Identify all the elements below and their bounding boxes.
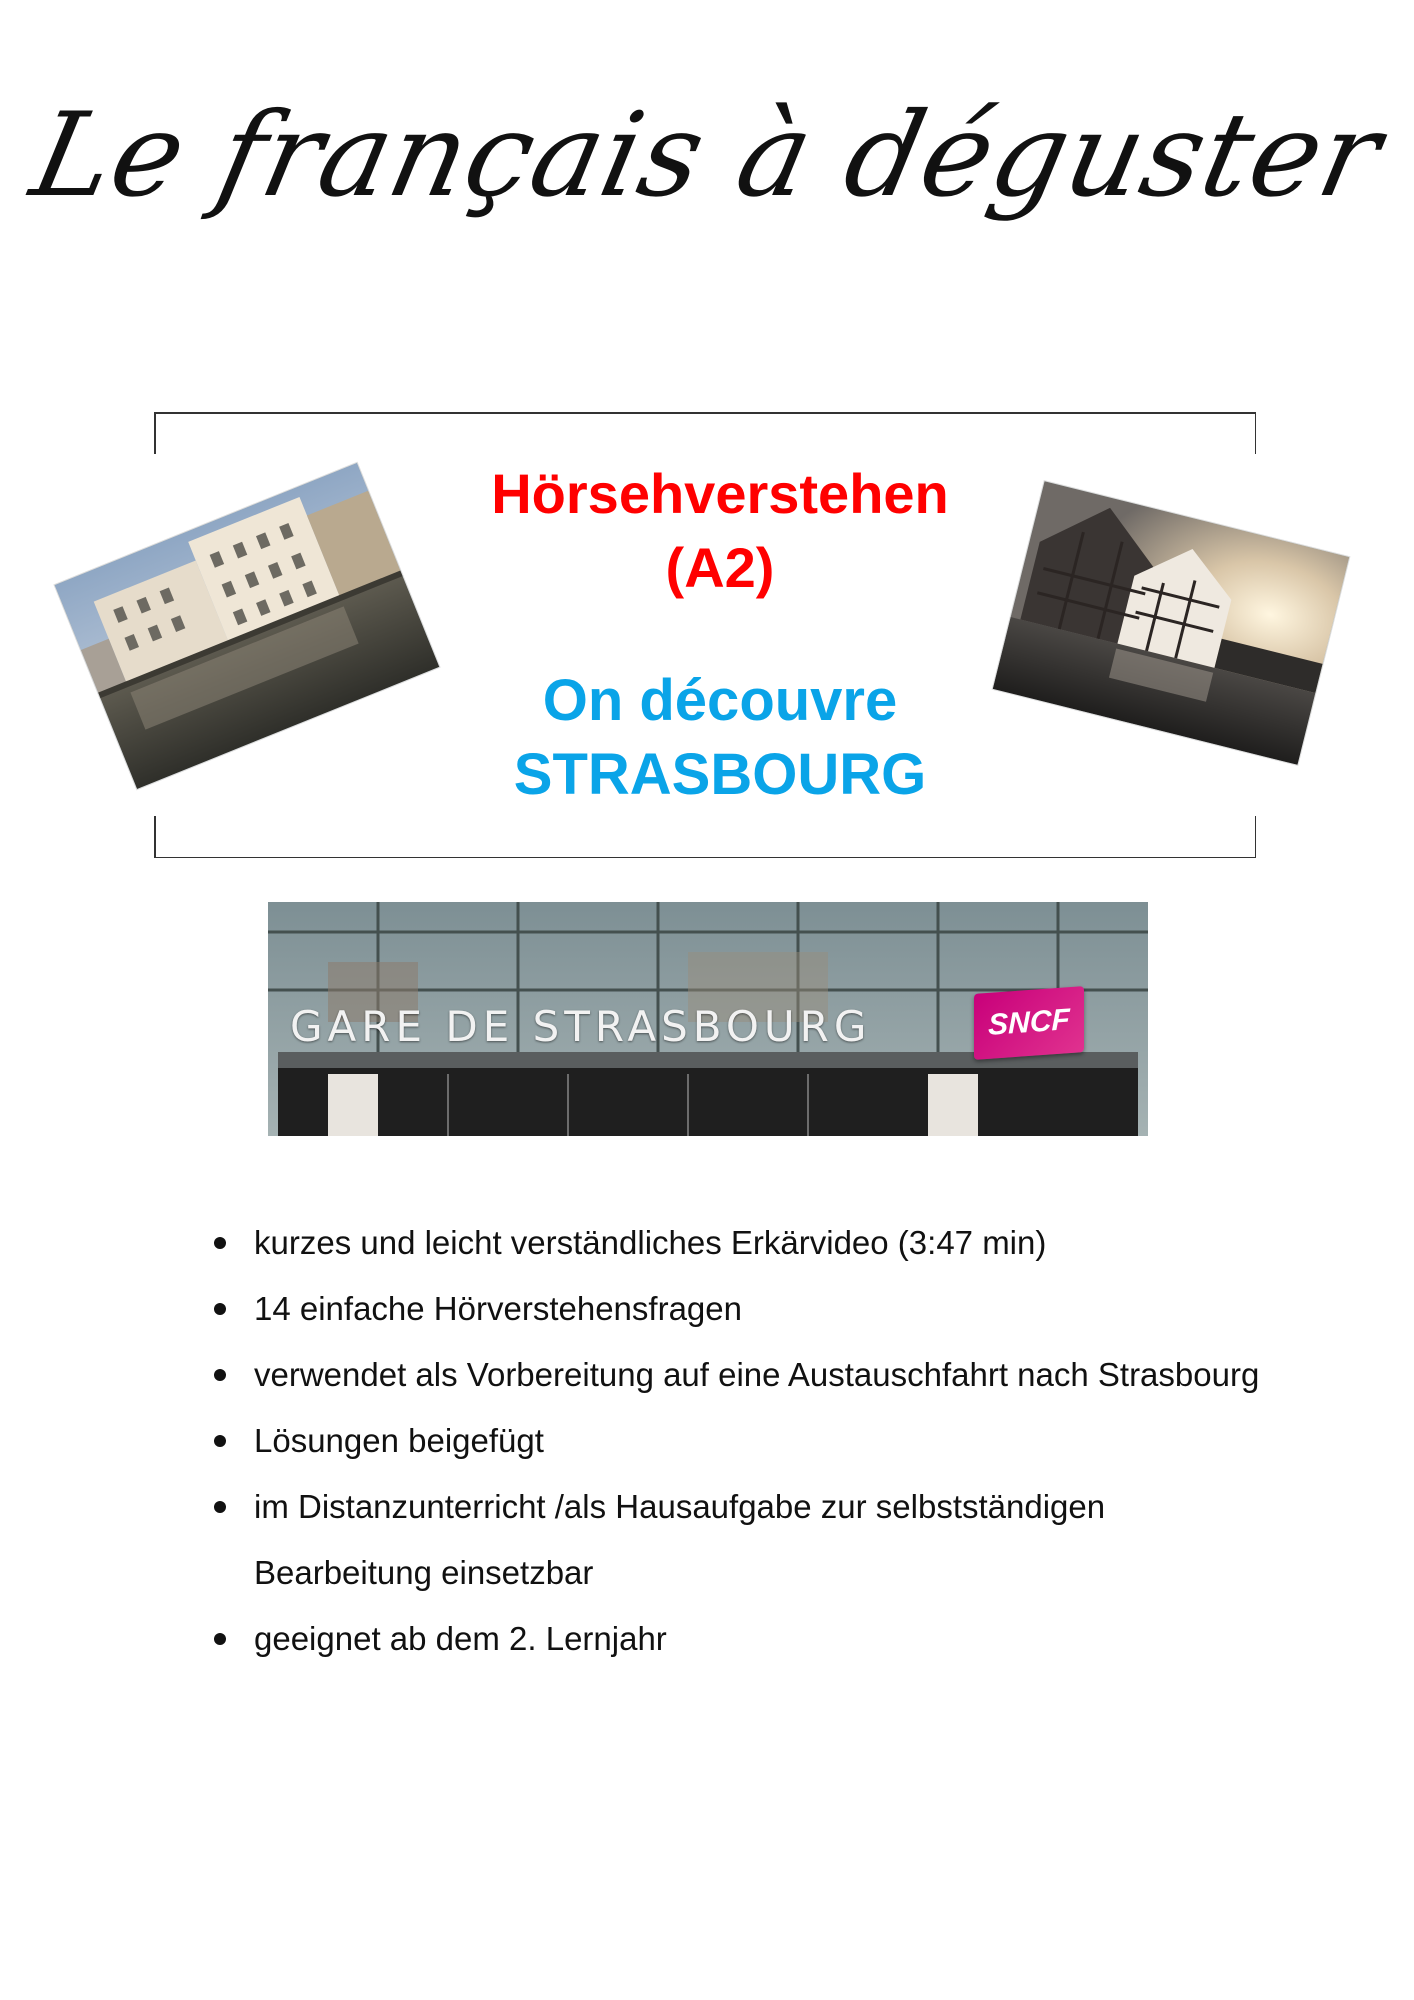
frame-corner xyxy=(1255,816,1257,858)
bullet-icon xyxy=(214,1435,226,1447)
list-item: 14 einfache Hörverstehensfragen xyxy=(210,1276,1270,1342)
bullet-icon xyxy=(214,1633,226,1645)
list-item: kurzes und leicht verständliches Erkärvideo (3:47 min) xyxy=(210,1210,1270,1276)
level-heading: (A2) xyxy=(665,536,775,599)
station-sign-text: GARE DE STRASBOURG xyxy=(290,1002,872,1051)
page-title: Le français à déguster xyxy=(21,88,1393,223)
activity-type-heading: Hörsehverstehen xyxy=(491,462,949,525)
frame-top-line xyxy=(154,412,1256,414)
frame-bottom-line xyxy=(154,857,1256,859)
sncf-logo: SNCF xyxy=(974,986,1084,1060)
list-item: Lösungen beigefügt xyxy=(210,1408,1270,1474)
station-banner-photo xyxy=(268,902,1148,1136)
list-item: verwendet als Vorbereitung auf eine Austauschfahrt nach Strasbourg xyxy=(210,1342,1270,1408)
bullet-icon xyxy=(214,1303,226,1315)
list-item: geeignet ab dem 2. Lernjahr xyxy=(210,1606,1270,1672)
feature-list xyxy=(210,1210,1270,1672)
topic-heading-line2: STRASBOURG xyxy=(513,742,927,807)
bullet-icon xyxy=(214,1237,226,1249)
list-item: im Distanzunterricht /als Hausaufgabe zur selbstständigen Bearbeitung einsetzbar xyxy=(210,1474,1270,1606)
bullet-icon xyxy=(214,1501,226,1513)
topic-heading-line1: On découvre xyxy=(542,668,898,733)
frame-corner xyxy=(154,412,156,454)
frame-corner xyxy=(1255,412,1257,454)
frame-corner xyxy=(154,816,156,858)
bullet-icon xyxy=(214,1369,226,1381)
